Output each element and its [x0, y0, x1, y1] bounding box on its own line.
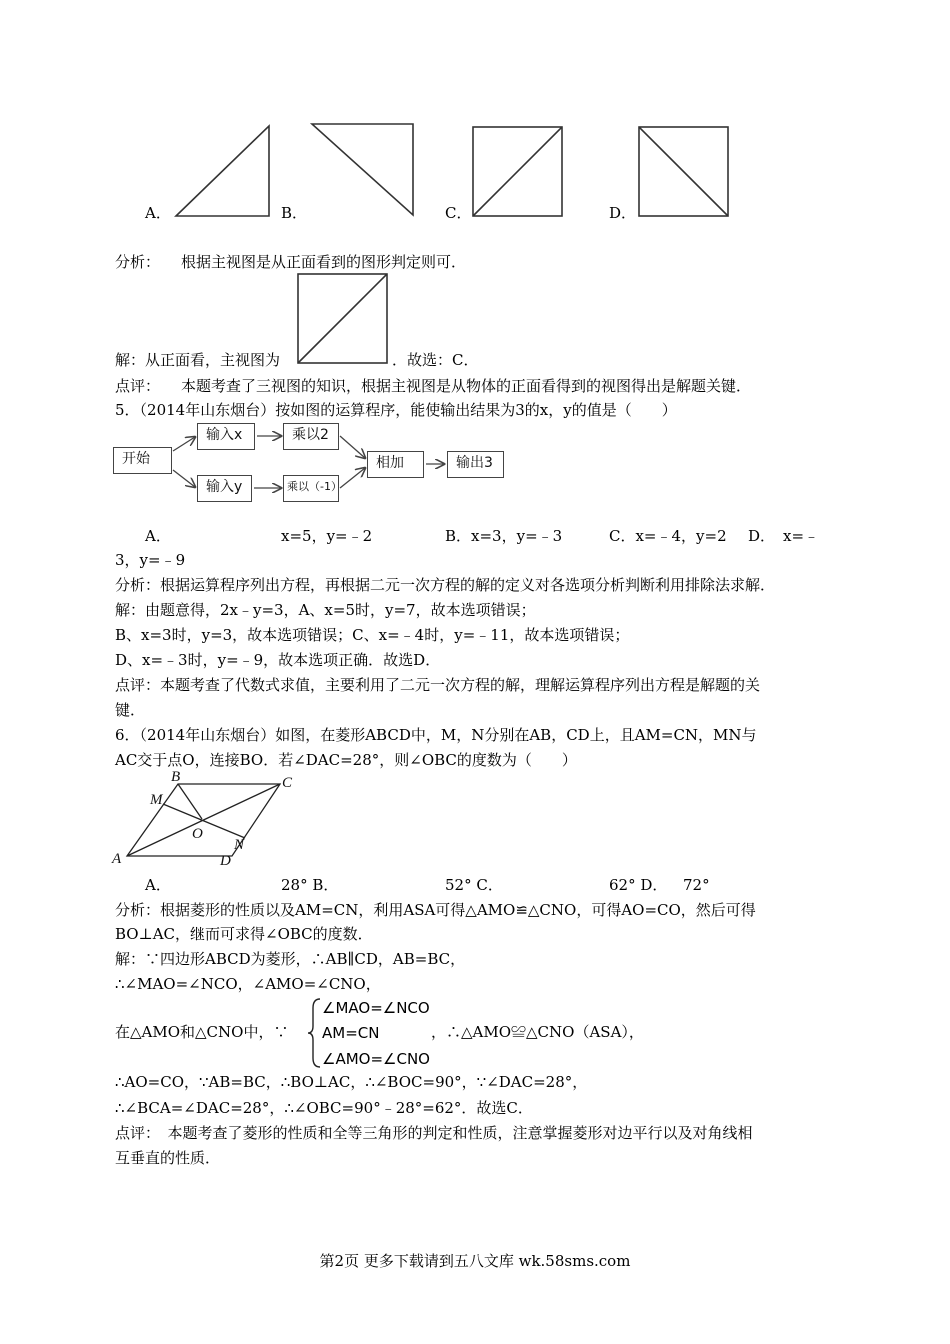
system-eq-2: AM=CN	[322, 1024, 380, 1042]
q6-solution-1: 解：∵四边形ABCD为菱形，∴AB∥CD，AB=BC，	[115, 950, 466, 968]
label-n: N	[234, 837, 245, 853]
page-footer: 第2页 更多下载请到五八文库 wk.58sms.com	[319, 1252, 631, 1270]
flow-multiply-2-box: 乘以2	[283, 423, 339, 450]
flow-add-box: 相加	[367, 451, 424, 478]
q4-option-b: B．	[281, 204, 308, 222]
label-d: D	[220, 853, 231, 869]
system-eq-1: ∠MAO=∠NCO	[322, 999, 430, 1017]
q4-analysis: 根据主视图是从正面看到的图形判定则可．	[181, 253, 467, 271]
q6-analysis-1: 分析：根据菱形的性质以及AM=CN，利用ASA可得△AMO≌△CNO，可得AO=CO，然后可得	[115, 901, 756, 919]
q5-option-d-label: D．	[748, 527, 776, 545]
q6-option-d-value: 72°	[683, 876, 710, 894]
q5-option-a-value: x=5，y=﹣2	[281, 527, 373, 545]
q6-solution-4: ∴AO=CO，∵AB=BC，∴BO⊥AC，∴∠BOC=90°，∵∠DAC=28°，	[115, 1073, 588, 1091]
q5-option-d-value: x=﹣	[783, 527, 820, 545]
q5-stem: 5．（2014年山东烟台）按如图的运算程序，能使输出结果为3的x，y的值是（ ）	[115, 401, 677, 419]
q5-solution-1: 解：由题意得，2x﹣y=3，A、x=5时，y=7，故本选项错误；	[115, 601, 536, 619]
q6-stem-2: AC交于点O，连接BO．若∠DAC=28°，则∠OBC的度数为（ ）	[115, 751, 577, 769]
q5-comment-2: 键．	[115, 701, 146, 719]
q6-comment-1: 点评： 本题考查了菱形的性质和全等三角形的判定和性质，注意掌握菱形对边平行以及对角线相	[115, 1124, 753, 1142]
flow-input-y-box: 输入y	[197, 475, 252, 502]
q6-option-a-label: A．	[145, 876, 171, 894]
flow-start-box: 开始	[113, 447, 172, 474]
q4-comment: 本题考查了三视图的知识，根据主视图是从物体的正面看得到的视图得出是解题关键．	[181, 377, 752, 395]
q4-analysis-label: 分析：	[115, 253, 161, 271]
q5-comment-1: 点评：本题考查了代数式求值，主要利用了二元一次方程的解，理解运算程序列出方程是解题的关	[115, 676, 761, 694]
flow-output-box: 输出3	[447, 451, 504, 478]
label-m: M	[150, 792, 163, 808]
q6-option-a-value: 28° B．	[281, 876, 339, 894]
q6-solution-3-suffix: ，∴△AMO≌△CNO（ASA），	[431, 1023, 644, 1041]
q4-option-a: A．	[145, 204, 171, 222]
q6-solution-2: ∴∠MAO=∠NCO，∠AMO=∠CNO，	[115, 975, 381, 993]
label-c: C	[282, 775, 293, 791]
q4-option-d: D．	[609, 204, 637, 222]
label-b: B	[171, 769, 181, 785]
flow-input-x-box: 输入x	[197, 423, 255, 450]
q5-solution-2: B、x=3时，y=3，故本选项错误；C、x=﹣4时，y=﹣11，故本选项错误；	[115, 626, 630, 644]
q5-option-d-cont: 3，y=﹣9	[115, 551, 186, 569]
q6-solution-5: ∴∠BCA=∠DAC=28°，∴∠OBC=90°﹣28°=62°．故选C．	[115, 1099, 533, 1117]
q5-option-b: B．x=3，y=﹣3	[445, 527, 563, 545]
q5-option-a-label: A．	[145, 527, 171, 545]
q5-solution-3: D、x=﹣3时，y=﹣9，故本选项正确．故选D．	[115, 651, 441, 669]
q4-comment-label: 点评：	[115, 377, 161, 395]
q6-stem-1: 6．（2014年山东烟台）如图，在菱形ABCD中，M，N分别在AB，CD上，且AM=CN，MN与	[115, 726, 757, 744]
flow-multiply-neg1-box: 乘以（-1）	[283, 475, 339, 502]
q6-comment-2: 互垂直的性质．	[115, 1149, 221, 1167]
flowchart-arrows	[0, 0, 950, 520]
label-a: A	[112, 851, 122, 867]
q6-analysis-2: BO⊥AC，继而可求得∠OBC的度数．	[115, 925, 373, 943]
label-o: O	[192, 826, 203, 842]
q6-option-b-value: 52° C．	[445, 876, 503, 894]
q5-analysis: 分析：根据运算程序列出方程，再根据二元一次方程的解的定义对各选项分析判断利用排除法求解．	[115, 576, 776, 594]
q4-solution-prefix: 解：从正面看，主视图为	[115, 351, 281, 369]
q6-solution-3-prefix: 在△AMO和△CNO中，∵	[115, 1023, 289, 1041]
system-eq-3: ∠AMO=∠CNO	[322, 1050, 430, 1068]
q5-option-c: C．x=﹣4，y=2	[609, 527, 727, 545]
q4-solution-suffix: ．故选：C．	[392, 351, 479, 369]
q6-option-c-value: 62° D．	[609, 876, 668, 894]
q4-option-c: C．	[445, 204, 472, 222]
rhombus-figure	[110, 770, 300, 870]
